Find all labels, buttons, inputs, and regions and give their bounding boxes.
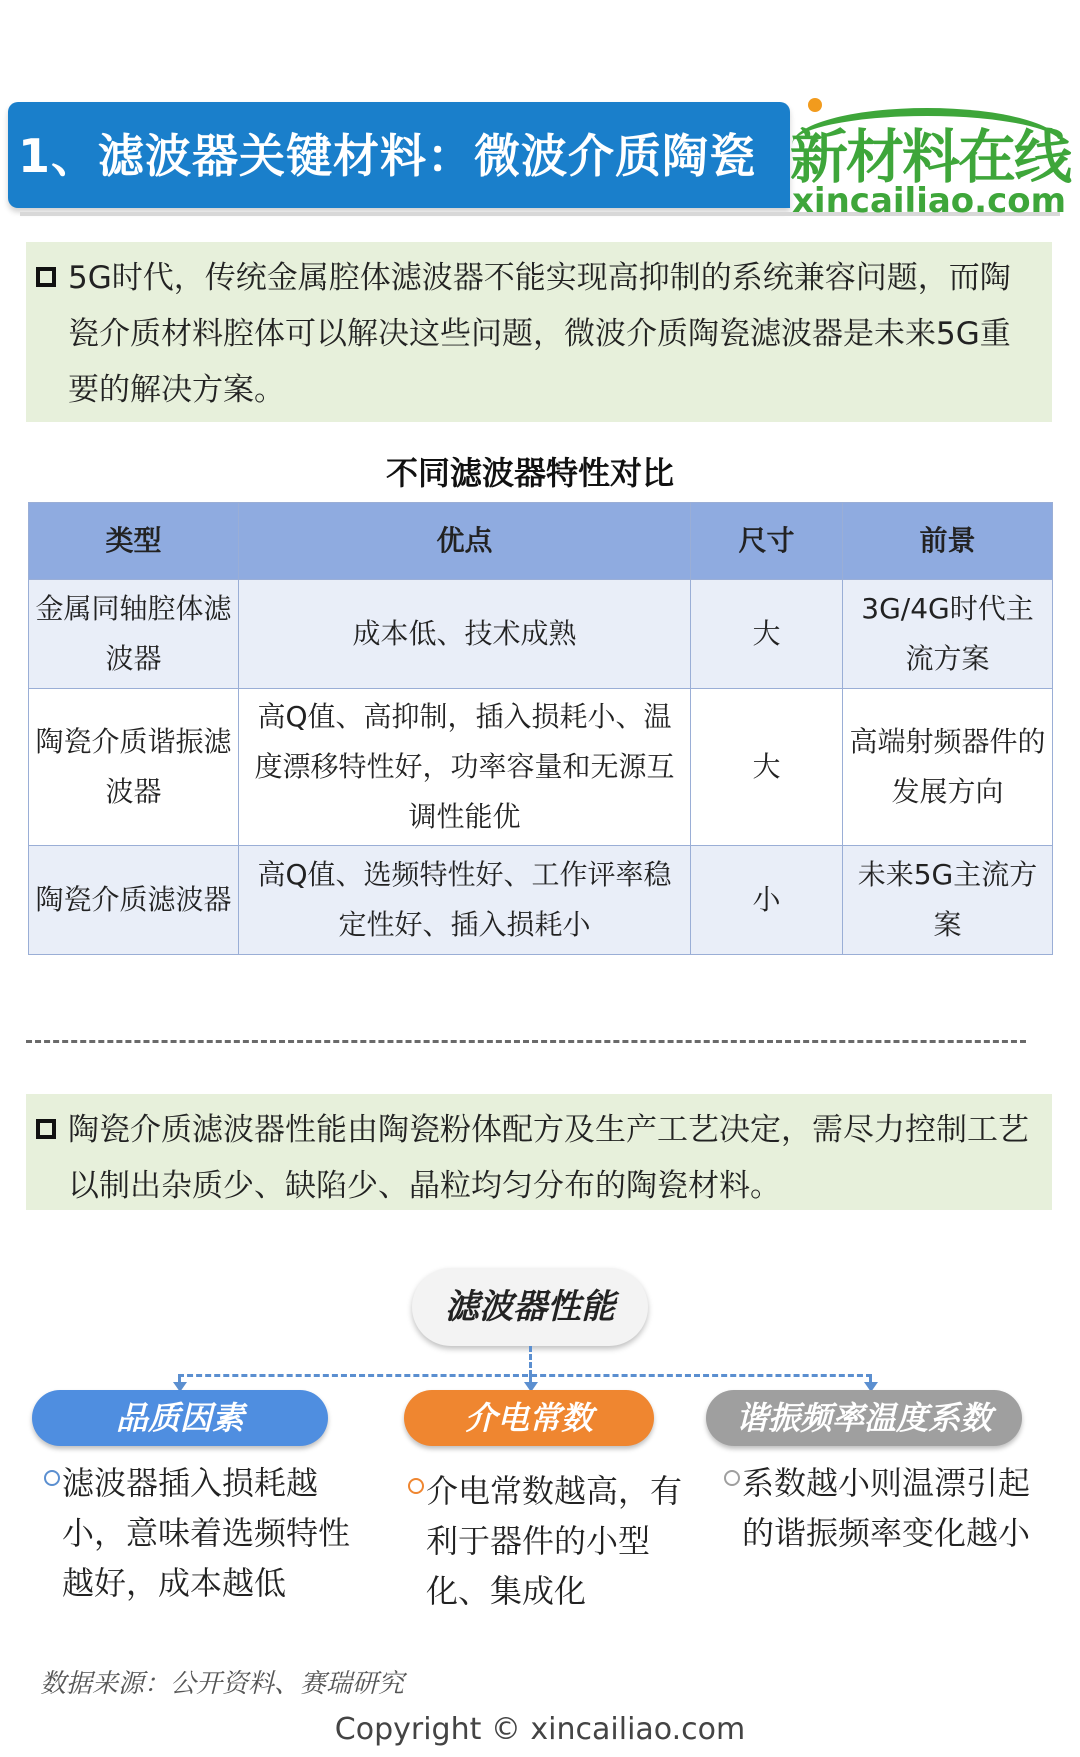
table-cell: 高Q值、高抑制，插入损耗小、温度漂移特性好，功率容量和无源互调性能优 xyxy=(239,689,691,846)
comparison-table xyxy=(28,502,1053,955)
branch-desc-quality: 滤波器插入损耗越小，意味着选频特性越好，成本越低 xyxy=(44,1458,352,1608)
table-cell: 未来5G主流方案 xyxy=(843,846,1053,955)
data-source: 数据来源：公开资料、赛瑞研究 xyxy=(40,1669,405,1699)
table-cell: 高Q值、选频特性好、工作评率稳定性好、插入损耗小 xyxy=(239,846,691,955)
table-cell: 大 xyxy=(691,689,843,846)
table-title: 不同滤波器特性对比 xyxy=(385,454,674,492)
circle-bullet-icon xyxy=(724,1470,740,1486)
intro-text: 5G时代，传统金属腔体滤波器不能实现高抑制的系统兼容问题，而陶瓷介质材料腔体可以解决这些问题，微波介质陶瓷滤波器是未来5G重要的解决方案。 xyxy=(68,260,1011,408)
table-cell: 金属同轴腔体滤波器 xyxy=(29,580,239,689)
logo xyxy=(790,94,1070,224)
circle-bullet-icon xyxy=(408,1478,424,1494)
table-cell: 大 xyxy=(691,580,843,689)
table-header-cell: 类型 xyxy=(29,503,239,580)
table-cell: 小 xyxy=(691,846,843,955)
bullet-square-icon xyxy=(36,267,56,287)
table-header-cell: 优点 xyxy=(239,503,691,580)
table-row xyxy=(29,580,1053,689)
table-cell: 高端射频器件的发展方向 xyxy=(843,689,1053,846)
page-title: 1、滤波器关键材料：微波介质陶瓷 xyxy=(18,129,757,183)
table-row xyxy=(29,689,1053,846)
circle-bullet-icon xyxy=(44,1470,60,1486)
branch-temperature-coefficient: 谐振频率温度系数 xyxy=(706,1390,1022,1446)
diagram-root: 滤波器性能 xyxy=(412,1268,648,1346)
process-text: 陶瓷介质滤波器性能由陶瓷粉体配方及生产工艺决定，需尽力控制工艺以制出杂质少、缺陷少、晶粒均匀分布的陶瓷材料。 xyxy=(68,1112,1029,1204)
intro-box xyxy=(26,242,1052,422)
bullet-square-icon xyxy=(36,1119,56,1139)
process-box xyxy=(26,1094,1052,1210)
table-header-cell: 前景 xyxy=(843,503,1053,580)
table-cell: 陶瓷介质谐振滤波器 xyxy=(29,689,239,846)
logo-dot-icon xyxy=(808,98,822,112)
branch-dielectric-constant: 介电常数 xyxy=(404,1390,654,1446)
table-header-row xyxy=(29,503,1053,580)
table-cell: 陶瓷介质滤波器 xyxy=(29,846,239,955)
table-header-cell: 尺寸 xyxy=(691,503,843,580)
logo-text-en: xincailiao.com xyxy=(792,181,1067,221)
section-divider xyxy=(26,1040,1026,1043)
table-cell: 成本低、技术成熟 xyxy=(239,580,691,689)
connector-line xyxy=(529,1346,532,1376)
logo-text-cn: 新材料在线 xyxy=(790,123,1071,191)
branch-desc-dielectric: 介电常数越高，有利于器件的小型化、集成化 xyxy=(408,1466,686,1616)
branch-desc-temperature: 系数越小则温漂引起的谐振频率变化越小 xyxy=(724,1458,1042,1558)
copyright: Copyright © xincailiao.com xyxy=(334,1712,746,1747)
table-row xyxy=(29,846,1053,955)
branch-quality-factor: 品质因素 xyxy=(32,1390,328,1446)
table-cell: 3G/4G时代主流方案 xyxy=(843,580,1053,689)
connector-line xyxy=(178,1374,872,1377)
